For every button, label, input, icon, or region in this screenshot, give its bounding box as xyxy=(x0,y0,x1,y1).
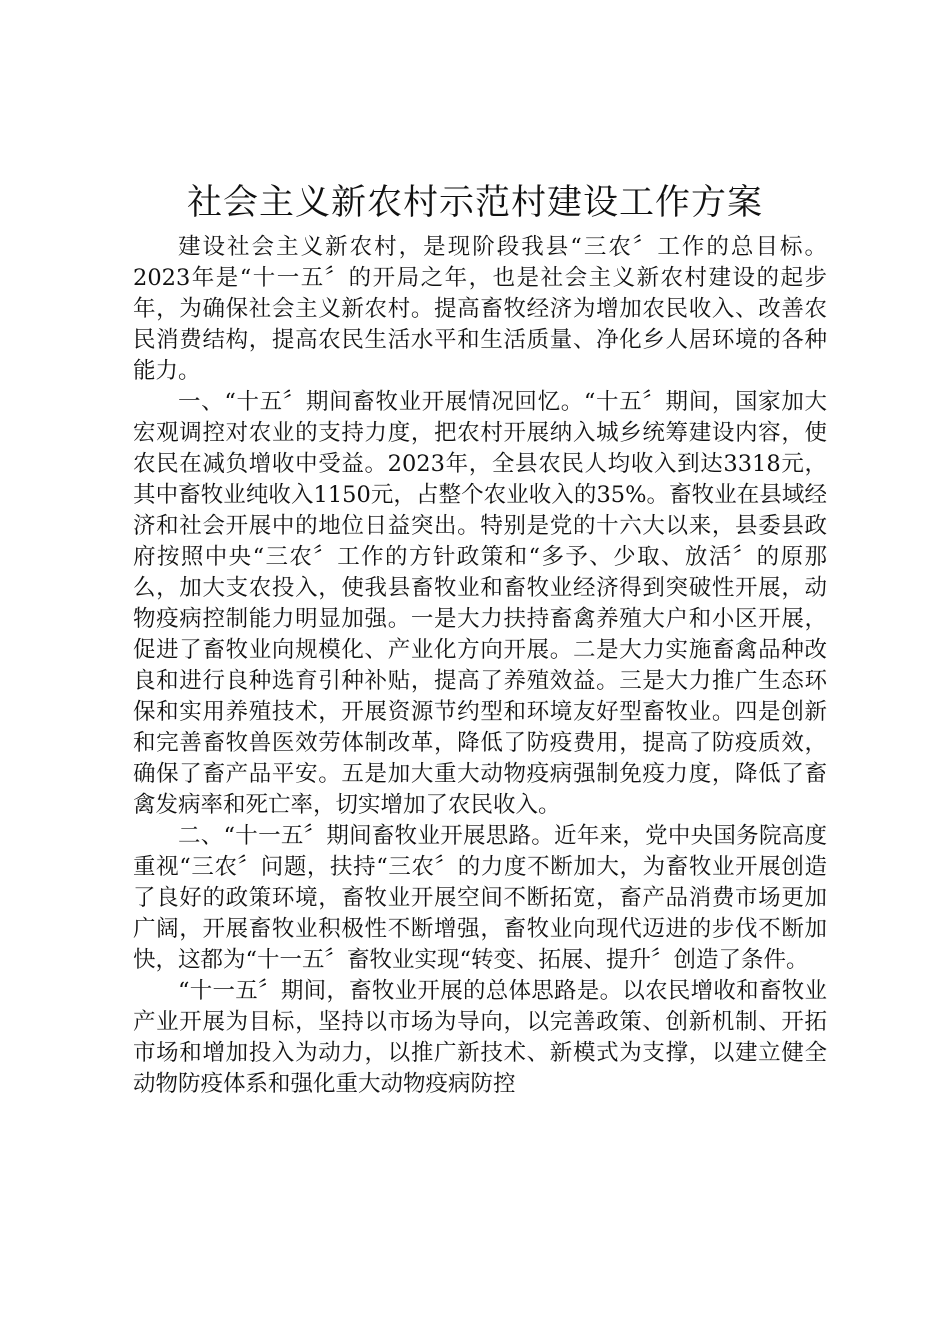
document-body xyxy=(133,232,827,1100)
paragraph-section-two: 二、“十一五〞期间畜牧业开展思路。近年来，党中央国务院高度重视“三农〞问题，扶持“三农〞的力度不断加大，为畜牧业开展创造了良好的政策环境，畜牧业开展空间不断拓宽，畜产品消费市场更加广阔，开展畜牧业积极性不断增强，畜牧业向现代迈进的步伐不断加快，这都为“十一五〞畜牧业实现“转变、拓展、提升〞创造了条件。 xyxy=(133,823,827,973)
paragraph-intro: 建设社会主义新农村，是现阶段我县“三农〞工作的总目标。2023年是“十一五〞的开局之年，也是社会主义新农村建设的起步年，为确保社会主义新农村。提高畜牧经济为增加农民收入、改善农民消费结构，提高农民生活水平和生活质量、净化乡人居环境的各种能力。 xyxy=(133,234,827,384)
document-title: 社会主义新农村示范村建设工作方案 xyxy=(186,183,763,223)
paragraph-overall-approach: “十一五〞期间，畜牧业开展的总体思路是。以农民增收和畜牧业产业开展为目标，坚持以市场为导向，以完善政策、创新机制、开拓市场和增加投入为动力，以推广新技术、新模式为支撑，以建立健全动物防疫体系和强化重大动物疫病防控 xyxy=(133,978,827,1097)
paragraph-section-one: 一、“十五〞期间畜牧业开展情况回忆。“十五〞期间，国家加大宏观调控对农业的支持力度，把农村开展纳入城乡统筹建设内容，使农民在减负增收中受益。2023年，全县农民人均收入到达3318元，其中畜牧业纯收入1150元，占整个农业收入的35%。畜牧业在县域经济和社会开展中的地位日益突出。特别是党的十六大以来，县委县政府按照中央“三农〞工作的方针政策和“多予、少取、放活〞的原那么，加大支农投入，使我县畜牧业和畜牧业经济得到突破性开展，动物疫病控制能力明显加强。一是大力扶持畜禽养殖大户和小区开展，促进了畜牧业向规模化、产业化方向开展。二是大力实施畜禽品种改良和进行良种选育引种补贴，提高了养殖效益。三是大力推广生态环保和实用养殖技术，开展资源节约型和环境友好型畜牧业。四是创新和完善畜牧兽医效劳体制改革，降低了防疫费用，提高了防疫质效，确保了畜产品平安。五是加大重大动物疫病强制免疫力度，降低了畜禽发病率和死亡率，切实增加了农民收入。 xyxy=(133,389,827,818)
